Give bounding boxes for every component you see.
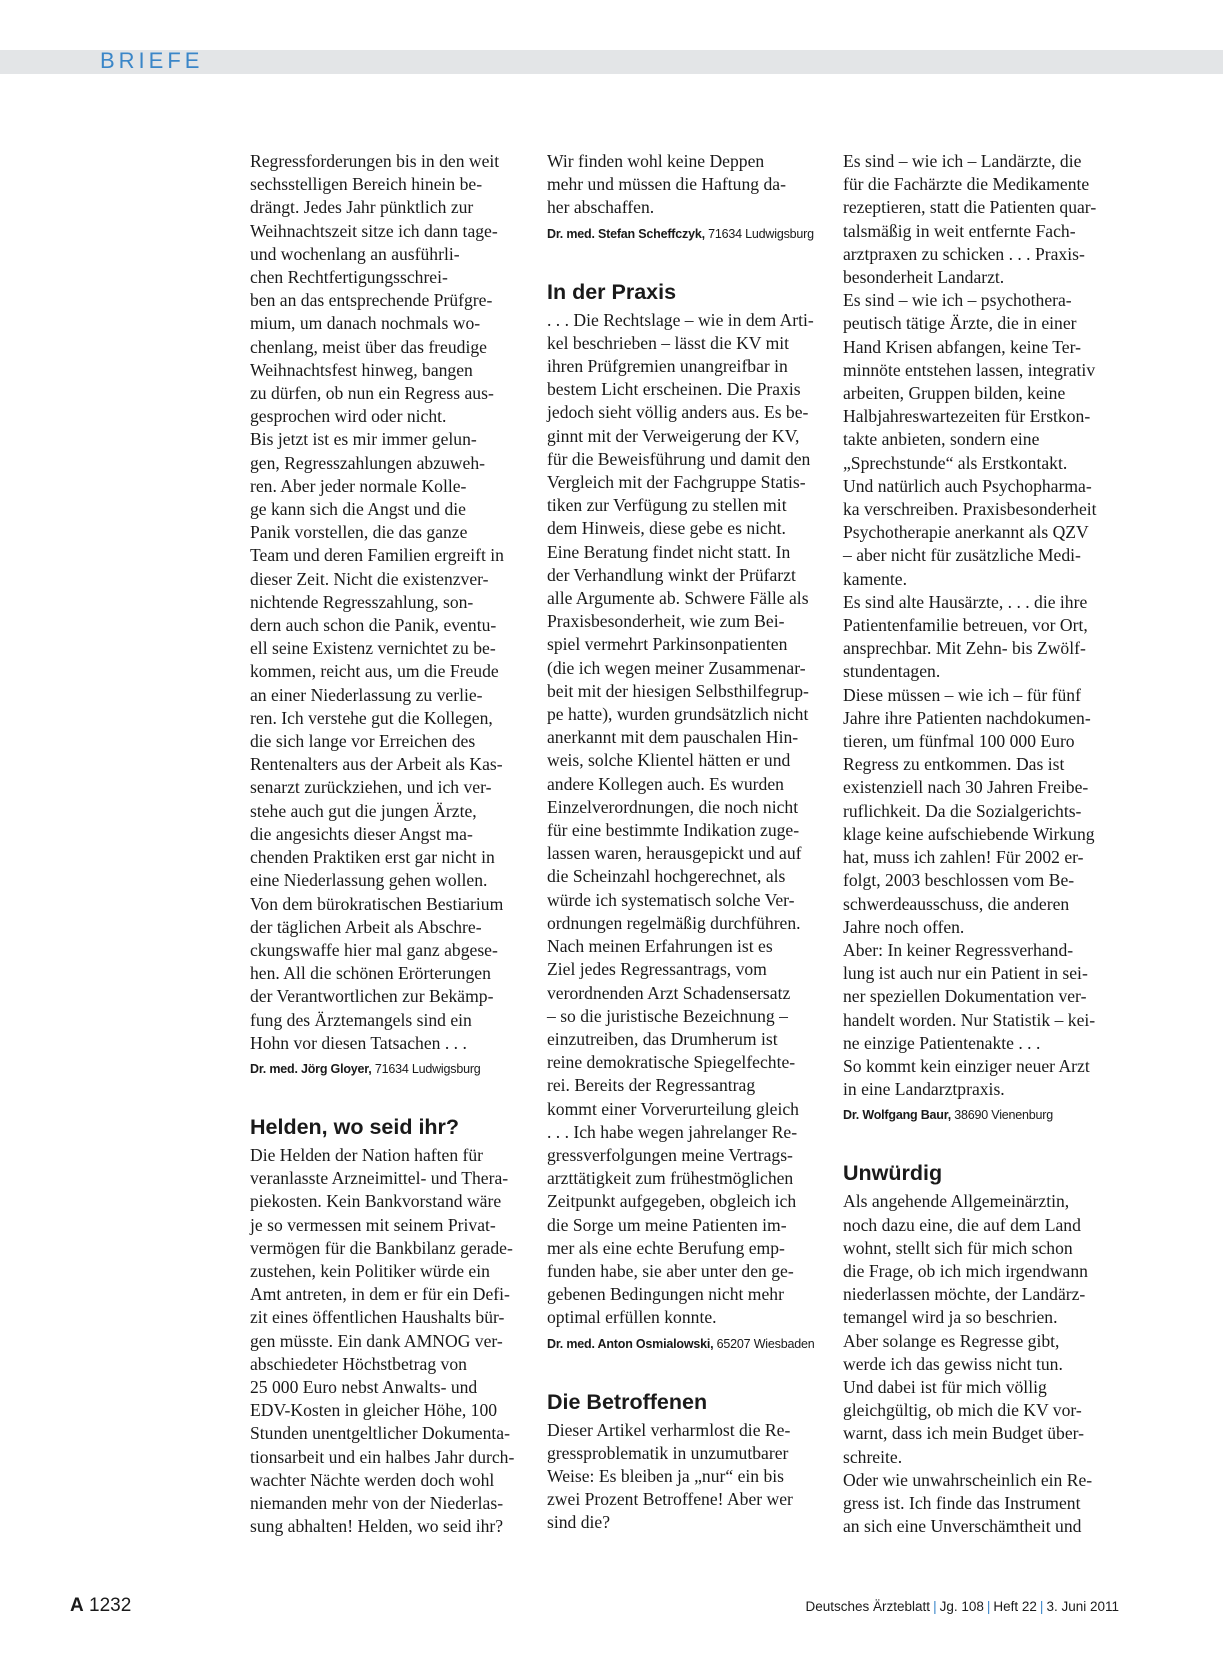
letter-signature <box>547 1335 832 1353</box>
author-place: 71634 Ludwigsburg <box>371 1061 481 1076</box>
letter-paragraph: Dieser Artikel verharmlost die Re- gressproblematik in unzumutbarer Weise: Es bleiben ja „nur“ ein bis zwei Prozent Betroffene! Aber wer sind die? <box>547 1419 793 1533</box>
journal-issue: Heft 22 <box>993 1599 1037 1614</box>
letter-heading: In der Praxis <box>547 279 677 304</box>
column-1 <box>250 150 535 1538</box>
letter-paragraph: Bis jetzt ist es mir immer gelun- gen, Regresszahlungen abzuweh- ren. Aber jeder normale Kolle- ge kann sich die Angst und die Panik vorstellen, die das ganze Team und deren Familien ergreift in dieser Zeit. Nicht die existenzver- nichtende Regresszahlung, son- dern auch schon die Panik, eventu- ell seine Existenz vernichtet zu be- kommen, reicht aus, um die Freude an einer Niederlassung zu verlie- ren. Ich verstehe gut die Kollegen, die sich lange vor Erreichen des Rentenalters aus der Arbeit als Kas- senarzt zurückziehen, und ich ver- stehe auch gut die jungen Ärzte, die angesichts dieser Angst ma- chenden Praktiken erst gar nicht in eine Niederlassung gehen wollen. <box>250 429 504 891</box>
journal-volume: Jg. 108 <box>939 1599 984 1614</box>
author-name: Dr. med. Stefan Scheffczyk, <box>547 226 705 241</box>
page-number-value: 1232 <box>89 1595 132 1616</box>
letter-paragraph: Aber: In keiner Regressverhand- lung ist auch nur ein Patient in sei- ner speziellen Dokumentation ver- handelt worden. Nur Statistik – kei- ne einzige Patientenakte . . . So kommt kein einziger neuer Arzt in eine Landarztpraxis. <box>843 939 1096 1100</box>
letter-paragraph: Von dem bürokratischen Bestiarium der täglichen Arbeit als Abschre- ckungswaffe hier mal ganz abgese- hen. All die schönen Erörterungen der Verantwortlichen zur Bekämp- fung des Ärztemangels sind ein Hohn vor diesen Tatsachen . . . <box>250 893 504 1053</box>
letter-signature <box>843 1106 1128 1124</box>
journal-name: Deutsches Ärzteblatt <box>805 1599 931 1614</box>
letter-signature <box>547 225 832 243</box>
journal-info <box>806 1597 1120 1617</box>
letter-paragraph: Regressforderungen bis in den weit sechsstelligen Bereich hinein be- drängt. Jedes Jahr pünktlich zur Weihnachtszeit sitze ich dann tage- und wochenlang an ausführli- chen Rechtfertigungsschrei- ben an das entsprechende Prüfgre- mium, um danach nochmals wo- chenlang, meist über das freudige Weihnachtsfest hinweg, bangen zu dürfen, ob nun ein Regress aus- gesprochen wird oder nicht. <box>250 151 500 427</box>
author-name: Dr. Wolfgang Baur, <box>843 1108 951 1123</box>
letter-heading: Helden, wo seid ihr? <box>250 1114 460 1139</box>
author-name: Dr. med. Anton Osmialowski, <box>547 1336 714 1351</box>
letter-paragraph: Nach meinen Erfahrungen ist es Ziel jedes Regressantrags, vom verordnenden Arzt Schadensersatz – so die juristische Bezeichnung – einzutreiben, das Drumherum ist reine demokratische Spiegelfechte- rei. Bereits der Regressantrag kommt einer Vorverurteilung gleich . . . Ich habe wegen jahrelanger Re- gressverfolgungen meine Vertrags- arzttätigkeit zum frühestmöglichen Zeitpunkt aufgegeben, obgleich ich die Sorge um meine Patienten im- mer als eine echte Berufung emp- funden habe, sie aber unter den ge- gebenen Bedingungen nicht mehr optimal erfüllen konnte. <box>547 936 799 1328</box>
author-place: 38690 Vienenburg <box>951 1108 1054 1123</box>
letter-paragraph: Es sind – wie ich – Landärzte, die für die Fachärzte die Medikamente rezeptieren, statt die Patienten quar- talsmäßig in weit entfernte Fach- arztpraxen zu schicken . . . Praxis- besonderheit Landarzt. <box>843 151 1097 288</box>
section-label: BRIEFE <box>100 48 204 73</box>
letter-paragraph: Wir finden wohl keine Deppen mehr und müssen die Haftung da- her abschaffen. <box>547 151 786 218</box>
letter-paragraph: Es sind alte Hausärzte, . . . die ihre Patientenfamilie betreuen, vor Ort, ansprechbar. Mit Zehn- bis Zwölf- stundentagen. <box>843 591 1088 682</box>
separator: | <box>986 1599 991 1614</box>
column-3 <box>843 150 1128 1538</box>
letter-heading: Unwürdig <box>843 1161 943 1186</box>
letter-paragraph: Oder wie unwahrscheinlich ein Re- gress ist. Ich finde das Instrument an sich eine Unverschämtheit und <box>843 1469 1093 1537</box>
letter-paragraph: Es sind – wie ich – psychothera- peutisch tätige Ärzte, die in einer Hand Krisen abfangen, keine Ter- minnöte entstehen lassen, integrativ arbeiten, Gruppen bilden, keine Halbjahreswartezeiten für Erstkon- takte anbieten, sondern eine „Sprechstunde“ als Erstkontakt. Und natürlich auch Psychopharma- ka verschreiben. Praxisbesonderheit Psychotherapie anerkannt als QZV – aber nicht für zusätzliche Medi- kamente. <box>843 290 1097 589</box>
letter-heading: Die Betroffenen <box>547 1389 708 1414</box>
author-place: 71634 Ludwigsburg <box>704 226 814 241</box>
letter-paragraph: Die Helden der Nation haften für veranlasste Arzneimittel- und Thera- piekosten. Kein Bankvorstand wäre je so vermessen mit seinem Privat- vermögen für die Bankbilanz gerade- zustehen, kein Politiker würde ein Amt antreten, in dem er für ein Defi- zit eines öffentlichen Haushalts bür- gen müsste. Ein dank AMNOG ver- abschiedeter Höchstbetrag von 25 000 Euro nebst Anwalts- und EDV-Kosten in gleicher Höhe, 100 Stunden unentgeltlicher Dokumenta- tionsarbeit und ein halbes Jahr durch- wachter Nächte werden doch wohl niemanden mehr von der Niederlas- sung abhalten! Helden, wo seid ihr? <box>250 1144 515 1537</box>
column-2 <box>547 150 832 1535</box>
page-prefix: A <box>70 1595 84 1616</box>
author-place: 65207 Wiesbaden <box>713 1336 815 1351</box>
separator: | <box>933 1599 937 1614</box>
page-number <box>70 1594 131 1618</box>
separator: | <box>1039 1599 1044 1614</box>
letter-paragraph: . . . Die Rechtslage – wie in dem Arti- kel beschrieben – lässt die KV mit ihren Prüfgremien unangreifbar in bestem Licht erscheinen. Die Praxis jedoch sieht völlig anders aus. Es be- ginnt mit der Verweigerung der KV, für die Beweisführung und damit den Vergleich mit der Fachgruppe Statis- tiken zur Verfügung zu stellen mit dem Hinweis, diese gebe es nicht. Eine Beratung findet nicht statt. In der Verhandlung winkt der Prüfarzt alle Argumente ab. Schwere Fälle als Praxisbesonderheit, wie zum Bei- spiel vermehrt Parkinsonpatienten (die ich wegen meiner Zusammenar- beit mit der hiesigen Selbsthilfegrup- pe hatte), wurden grundsätzlich nicht anerkannt mit dem pauschalen Hin- weis, solche Klientel hätten er und andere Kollegen auch. Es wurden Einzelverordnungen, die noch nicht für eine bestimmte Indikation zuge- lassen waren, herausgepickt und auf die Scheinzahl hochgerechnet, als würde ich systematisch solche Ver- ordnungen regelmäßig durchführen. <box>547 309 814 933</box>
letter-paragraph: Diese müssen – wie ich – für fünf Jahre ihre Patienten nachdokumen- tieren, um fünfmal 100 000 Euro Regress zu entkommen. Das ist existenziell nach 30 Jahren Freibe- ruflichkeit. Da die Sozialgerichts- klage keine aufschiebende Wirkung hat, muss ich zahlen! Für 2002 er- folgt, 2003 beschlossen vom Be- schwerdeausschuss, die anderen Jahre noch offen. <box>843 684 1095 937</box>
letter-signature <box>250 1060 535 1078</box>
letter-paragraph: Als angehende Allgemeinärztin, noch dazu eine, die auf dem Land wohnt, stellt sich für mich schon die Frage, ob ich mich irgendwann niederlassen möchte, der Landärz- temangel wird ja so beschrien. Aber solange es Regresse gibt, werde ich das gewiss nicht tun. Und dabei ist für mich völlig gleichgültig, ob mich die KV vor- warnt, dass ich mein Budget über- schreite. <box>843 1191 1088 1467</box>
author-name: Dr. med. Jörg Gloyer, <box>250 1061 372 1076</box>
journal-date: 3. Juni 2011 <box>1046 1599 1119 1614</box>
